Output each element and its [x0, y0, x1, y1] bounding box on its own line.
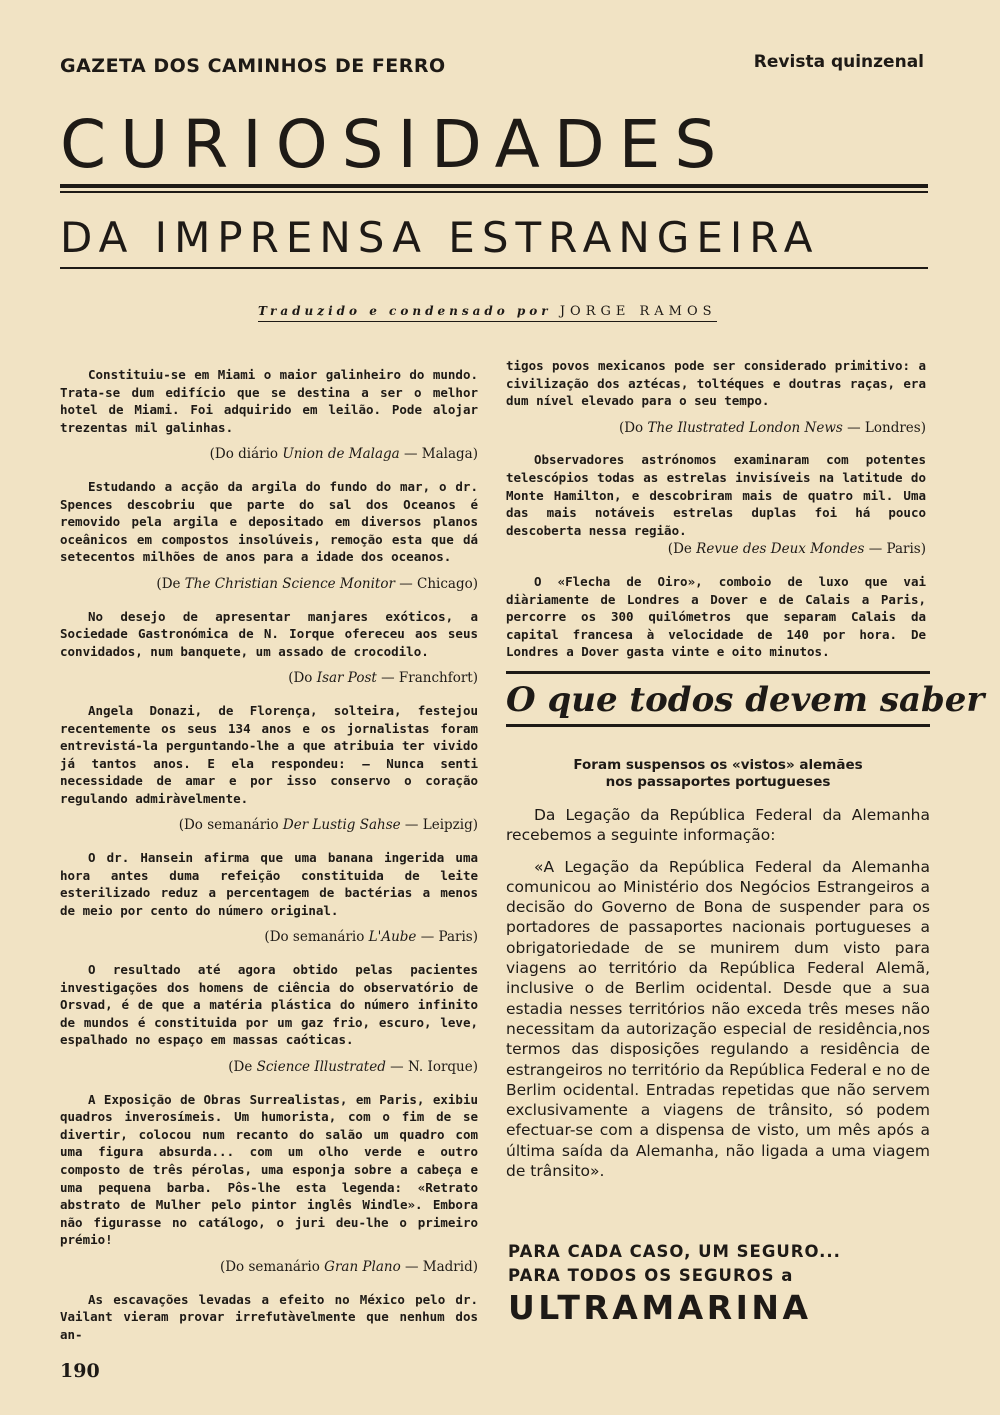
news-paragraph: Da Legação da República Federal da Alemanha recebemos a seguinte informação:: [506, 806, 930, 845]
article-text-continuation: tigos povos mexicanos pode ser considerado primitivo: a civilização dos aztécas, toltéques e doutras raças, era dum nível elevado para o seu tempo.: [506, 358, 926, 409]
publication-name: GAZETA DOS CAMINHOS DE FERRO: [60, 55, 446, 77]
page-subtitle: DA IMPRENSA ESTRANGEIRA: [60, 213, 820, 262]
credit-author: JORGE RAMOS: [559, 304, 717, 319]
left-column: [60, 366, 478, 1343]
article-source: (De Revue des Deux Mondes — Paris): [667, 541, 926, 558]
title-rule-thin: [60, 191, 928, 193]
article-source: (De Science Illustrated — N. Iorque): [228, 1059, 478, 1075]
ad-line-2: PARA TODOS OS SEGUROS a: [508, 1266, 794, 1285]
ad-line-1: PARA CADA CASO, UM SEGURO...: [508, 1242, 841, 1261]
article-source: (Do semanário Der Lustig Sahse — Leipzig): [178, 817, 478, 834]
title-rule-thick: [60, 184, 928, 188]
translator-credit: [258, 304, 717, 322]
section-title: O que todos devem saber: [506, 680, 985, 720]
article-text: Angela Donazi, de Florença, solteira, festejou recentemente os seus 134 anos e os jornalistas foram entrevistá-la perguntando-lhe a que atribuia ter vivido já tantos anos. E ela respondeu: — Nunca senti necessidade de amar e por isso conservo o coração regulando admiràvelmente.: [60, 702, 478, 806]
credit-prefix: Traduzido e condensado por: [258, 304, 552, 318]
news-body: [506, 805, 930, 1192]
section-rule-top: [506, 671, 930, 674]
page-title: CURIOSIDADES: [60, 106, 731, 183]
news-headline: [506, 757, 930, 791]
publication-frequency: Revista quinzenal: [753, 52, 924, 72]
page-number: 190: [60, 1360, 100, 1382]
article-text-continued: As escavações levadas a efeito no México pelo dr. Vailant vieram provar irrefutàvelmente que nenhum dos an-: [60, 1291, 478, 1342]
article-source: (De The Christian Science Monitor — Chicago): [156, 575, 478, 592]
right-column: [506, 357, 926, 661]
article-text: Estudando a acção da argila do fundo do mar, o dr. Spences descobriu que parte do sal dos Oceanos é removido pela argila e depositado em diversos planos oceânicos em compostos insolúveis, remoção esta que dá setecentos milhões de anos para a idade dos oceanos.: [60, 478, 478, 565]
article-text: Constituiu-se em Miami o maior galinheiro do mundo. Trata-se dum edifício que se destina a ser o melhor hotel de Miami. Foi adquirido em leilão. Pode alojar trezentas mil galinhas.: [60, 367, 478, 435]
article-text: O resultado até agora obtido pelas pacientes investigações dos homens de ciência do observatório de Orsvad, é de que a matéria plástica do número infinito de mundos é constituida por um gaz frio, escuro, leve, espalhado no espaço em massas caóticas.: [60, 962, 478, 1048]
article-source: (Do semanário L'Aube — Paris): [264, 929, 478, 946]
news-paragraph: «A Legação da República Federal da Alemanha comunicou ao Ministério dos Negócios Estrangeiros a decisão do Governo de Bona de suspender para os portadores de passaportes nacionais portugueses a obrigatoriedade de se munirem dum visto para viagens ao território da República Federal Alemã, inclusive o de Berlim ocidental. Desde que a sua estadia nesses territórios não exceda três meses não necessitam da autorização especial de residência,nos termos das disposições regulando a residência de estrangeiros no território da República Federal e no de Berlim ocidental. Entradas repetidas que não servem exclusivamente a viagens de trânsito, só podem efectuar-se com a dispensa de visto, um mês após a última saída da Alemanha, não ligada a uma viagem de trânsito».: [506, 857, 930, 1181]
news-headline-line2: nos passaportes portugueses: [605, 774, 831, 790]
article-text: O «Flecha de Oiro», comboio de luxo que vai diàriamente de Londres a Dover e de Calais a Paris, percorre os 300 quilómetros que separam Calais da capital francesa à velocidade de 140 por hora. De Londres a Dover gasta vinte e oito minutos.: [506, 573, 926, 660]
article-text: A Exposição de Obras Surrealistas, em Paris, exibiu quadros inverosímeis. Um humorista, com o fim de se divertir, colocou num recanto do salão um quadro com uma figura absurda... com um olho verde e outro composto de três pérolas, uma esponja sobre a cabeça e uma pequena barba. Pôs-lhe esta legenda: «Retrato abstrato de Mulher pelo pintor inglês Windle». Embora não figurasse no catálogo, o juri deu-lhe o primeiro prémio!: [60, 1091, 478, 1248]
article-source: (Do The Ilustrated London News — Londres): [618, 419, 926, 436]
article-source: (Do semanário Gran Plano — Madrid): [219, 1258, 478, 1275]
article-text: No desejo de apresentar manjares exóticos, a Sociedade Gastronómica de N. Iorque ofereceu aos seus convidados, num banquete, um assado de crocodilo.: [60, 608, 478, 659]
insurance-ad: [508, 1240, 930, 1288]
article-text: O dr. Hansein afirma que uma banana ingerida uma hora antes duma refeição constituida de leite esterilizado reduz a percentagem de bactérias a menos de meio por cento do número original.: [60, 850, 478, 918]
article-source: (Do Isar Post — Franchfort): [288, 670, 478, 687]
subtitle-rule: [60, 267, 928, 269]
ad-brand-logo: ULTRAMARINA: [508, 1288, 812, 1327]
section-rule-bottom: [506, 724, 930, 727]
article-text: Observadores astrónomos examinaram com potentes telescópios todas as estrelas invisíveis na latitude do Monte Hamilton, e descobriram mais de quatro mil. Uma das mais notáveis estrelas duplas foi há pouco descoberta nessa região.: [506, 452, 926, 538]
news-headline-line1: Foram suspensos os «vistos» alemães: [573, 757, 863, 773]
article-source: (Do diário Union de Malaga — Malaga): [209, 446, 478, 463]
